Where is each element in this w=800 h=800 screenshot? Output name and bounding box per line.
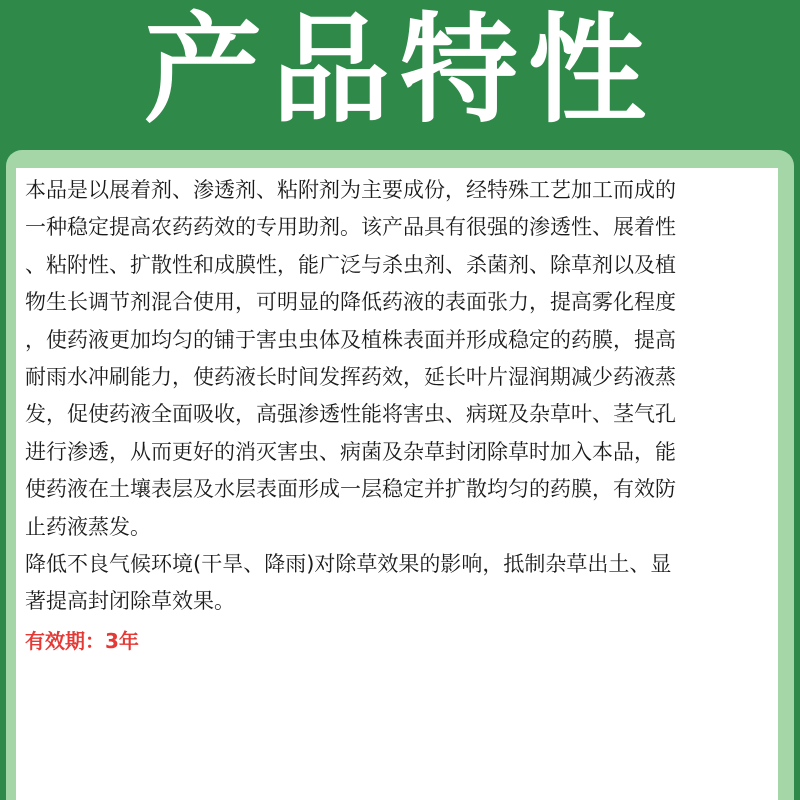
description-line: 一种稳定提高农药药效的专用助剂。该产品具有很强的渗透性、展着性 [25,215,676,240]
header-banner [0,0,800,140]
weather-line: 著提高封闭除草效果。 [25,589,235,614]
weather-paragraph [25,546,778,621]
description-line: 、粘附性、扩散性和成膜性，能广泛与杀虫剂、杀菌剂、除草剂以及植 [25,252,676,277]
description-line: 进行渗透，从而更好的消灭害虫、病菌及杂草封闭除草时加入本品，能 [25,439,676,464]
description-line: 耐雨水冲刷能力，使药液长时间发挥药效，延长叶片湿润期减少药液蒸 [25,364,676,389]
description-line: 发，促使药液全面吸收，高强渗透性能将害虫、病斑及杂草叶、茎气孔 [25,402,676,427]
validity-period: 有效期：3年 [25,628,139,653]
description-line: 使药液在土壤表层及水层表面形成一层稳定并扩散均匀的药膜，有效防 [25,477,676,502]
weather-line: 降低不良气候环境(干旱、降雨)对除草效果的影响，抵制杂草出土、显 [25,551,672,576]
page-title: 产品特性 [143,1,656,139]
description-line: ，使药液更加均匀的铺于害虫虫体及植株表面并形成稳定的药膜，提高 [25,327,676,352]
description-paragraph [25,172,778,546]
description-line: 止药液蒸发。 [25,514,151,539]
description-line: 本品是以展着剂、渗透剂、粘附剂为主要成份，经特殊工艺加工而成的 [25,178,676,202]
description-line: 物生长调节剂混合使用，可明显的降低药液的表面张力，提高雾化程度 [25,290,676,315]
content-card [16,168,778,800]
